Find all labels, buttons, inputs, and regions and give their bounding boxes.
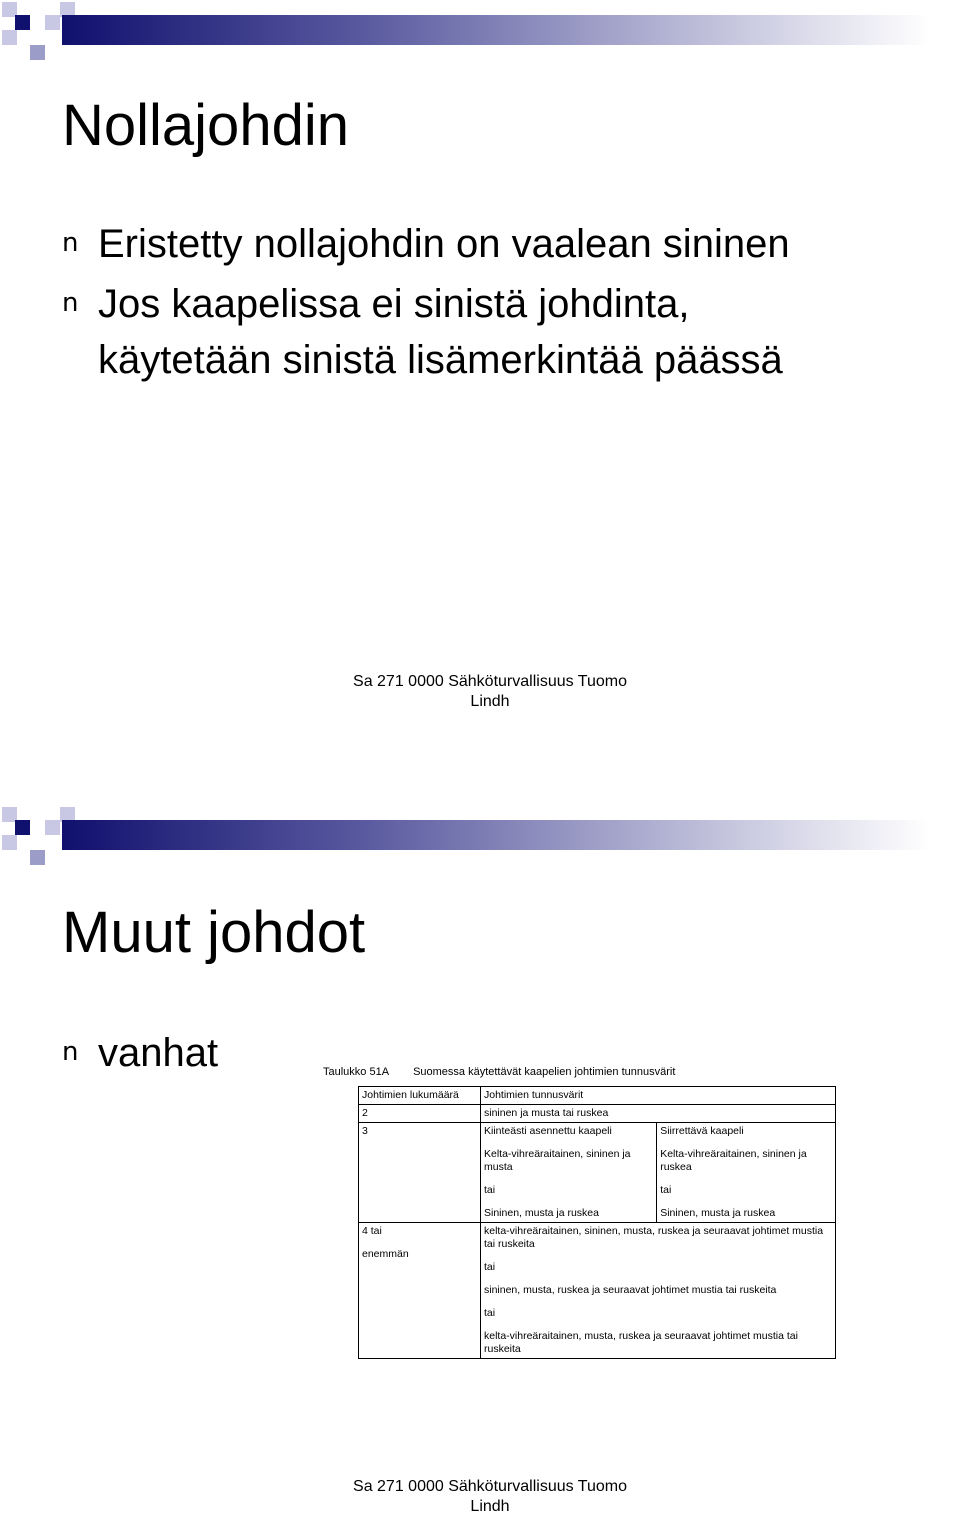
cell-or: tai xyxy=(484,1184,496,1196)
deco-square xyxy=(2,835,17,850)
table-row xyxy=(359,1223,836,1359)
bullet-text-line: käytetään sinistä lisämerkintää päässä xyxy=(98,338,783,382)
bullet-marker-icon: n xyxy=(62,1037,79,1067)
footer-line: Sa 271 0000 Sähköturvallisuus Tuomo xyxy=(353,673,627,690)
cell-or: tai xyxy=(660,1184,672,1196)
slide-muut-johdot xyxy=(0,805,960,1515)
footer-line: Lindh xyxy=(470,693,510,710)
slide-title: Nollajohdin xyxy=(62,93,349,158)
cell-count-line: 4 tai xyxy=(362,1225,382,1237)
cell-option: Kelta-vihreäraitainen, sininen ja ruskea xyxy=(660,1148,807,1173)
slide-title: Muut johdot xyxy=(62,900,366,965)
deco-square xyxy=(15,820,30,835)
deco-square xyxy=(30,45,45,60)
cell-count: 2 xyxy=(359,1105,481,1123)
table-caption-text: Suomessa käytettävät kaapelien johtimien tunnusvärit xyxy=(413,1066,676,1078)
table-caption xyxy=(323,1065,675,1079)
bullet-item xyxy=(62,216,790,272)
header-decoration xyxy=(0,805,960,865)
cell-fixed-cable xyxy=(481,1123,657,1223)
table-number: Taulukko 51A xyxy=(323,1066,390,1078)
cell-option: kelta-vihreäraitainen, sininen, musta, ruskea ja seuraavat johtimet mustia tai ruskeita xyxy=(484,1225,824,1250)
cell-option: Kelta-vihreäraitainen, sininen ja musta xyxy=(484,1148,631,1173)
deco-square xyxy=(30,850,45,865)
table-header-row xyxy=(359,1087,836,1105)
bullet-item xyxy=(62,1025,218,1081)
header-count: Johtimien lukumäärä xyxy=(359,1087,481,1105)
cell-option: kelta-vihreäraitainen, musta, ruskea ja seuraavat johtimet mustia tai ruskeita xyxy=(484,1330,798,1355)
header-decoration xyxy=(0,0,960,60)
cell-or: tai xyxy=(484,1261,496,1273)
deco-square xyxy=(15,15,30,30)
cell-option: sininen, musta, ruskea ja seuraavat johtimet mustia tai ruskeita xyxy=(484,1284,777,1296)
cell-or: tai xyxy=(484,1307,496,1319)
wire-color-table xyxy=(358,1086,836,1359)
table-row xyxy=(359,1123,836,1223)
cell-count: 3 xyxy=(359,1123,481,1223)
deco-square xyxy=(45,820,60,835)
cell-count-line: enemmän xyxy=(362,1248,409,1260)
table-row xyxy=(359,1105,836,1123)
footer-line: Sa 271 0000 Sähköturvallisuus Tuomo xyxy=(353,1478,627,1495)
header-gradient-bar xyxy=(62,820,930,850)
cell-colors xyxy=(481,1223,836,1359)
cell-subtitle: Kiinteästi asennettu kaapeli xyxy=(484,1125,612,1137)
cell-count xyxy=(359,1223,481,1359)
slide-footer xyxy=(340,672,640,712)
cell-subtitle: Siirrettävä kaapeli xyxy=(660,1125,744,1137)
bullet-marker-icon: n xyxy=(62,228,79,258)
bullet-text-line: Jos kaapelissa ei sinistä johdinta, xyxy=(98,282,690,326)
deco-square xyxy=(2,30,17,45)
header-colors: Johtimien tunnusvärit xyxy=(481,1087,836,1105)
bullet-text: vanhat xyxy=(98,1031,219,1075)
cell-option: Sininen, musta ja ruskea xyxy=(660,1207,776,1219)
bullet-text: Eristetty nollajohdin on vaalean sininen xyxy=(98,222,790,266)
cell-mobile-cable xyxy=(657,1123,836,1223)
header-gradient-bar xyxy=(62,15,930,45)
deco-square xyxy=(45,15,60,30)
bullet-item xyxy=(62,276,783,388)
footer-line: Lindh xyxy=(470,1498,510,1515)
cell-colors: sininen ja musta tai ruskea xyxy=(481,1105,836,1123)
bullet-marker-icon: n xyxy=(62,288,79,318)
slide-footer xyxy=(340,1477,640,1517)
cell-option: Sininen, musta ja ruskea xyxy=(484,1207,599,1219)
